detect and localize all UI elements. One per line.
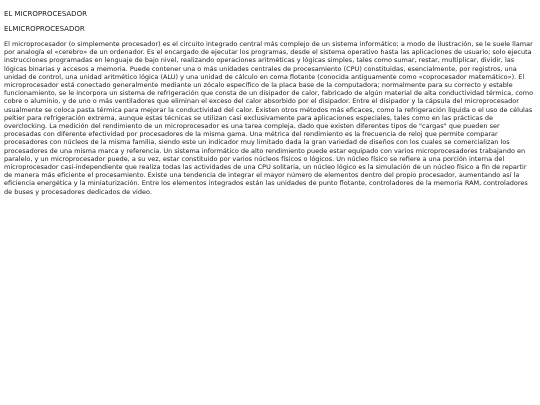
- document-subtitle: ELMICROPROCESADOR: [4, 25, 85, 33]
- body-paragraph: El microprocesador (o simplemente procesador) es el circuito integrado central más complejo de un sistema informático; a modo de ilustración, se le suele llamar por analogía el «cerebro» de un ordenador. Es el encargado de ejecutar los programas, desde el sistema operativo hasta las aplicaciones de usuario; solo ejecuta instrucciones programadas en lenguaje de bajo nivel, realizando operaciones aritméticas y lógicas simples, tales como sumar, restar, multiplicar, dividir, las lógicas binarias y accesos a memoria. Puede contener una o más unidades centrales de procesamiento (CPU) constituidas, esencialmente, por registros, una unidad de control, una unidad aritmético lógica (ALU) y una unidad de cálculo en coma flotante (conocida antiguamente como «coprocesador matemático»). El microprocesador está conectado generalmente mediante un zócalo específico de la placa base de la computadora; normalmente para su correcto y estable funcionamiento, se le incorpora un sistema de refrigeración que consta de un disipador de calor, fabricado de algún material de alta conductividad térmica, como cobre o aluminio, y de uno o más ventiladores que eliminan el exceso del calor absorbido por el disipador. Entre el disipador y la cápsula del microprocesador usualmente se coloca pasta térmica para mejorar la conductividad del calor. Existen otros métodos más eficaces, como la refrigeración líquida o el uso de células peltier para refrigeración extrema, aunque estas técnicas se utilizan casi exclusivamente para aplicaciones especiales, tales como en las prácticas de overclocking. La medición del rendimiento de un microprocesador es una tarea compleja, dado que existen diferentes tipos de "cargas" que pueden ser procesadas con diferente efectividad por procesadores de la misma gama. Una métrica del rendimiento es la frecuencia de reloj que permite comparar procesadores con núcleos de la misma familia, siendo este un indicador muy limitado dada la gran variedad de diseños con los cuales se comercializan los procesadores de una misma marca y referencia. Un sistema informático de alto rendimiento puede estar equipado con varios microprocesadores trabajando en paralelo, y un microprocesador puede, a su vez, estar constituido por varios núcleos físicos o lógicos. Un núcleo físico se refiere a una porción interna del microprocesador casi-independiente que realiza todas las actividades de una CPU solitaria, un núcleo lógico es la simulación de un núcleo físico a fin de repartir de manera más eficiente el procesamiento. Existe una tendencia de integrar el mayor número de elementos dentro del propio procesador, aumentando así la eficiencia energética y la miniaturización. Entre los elementos integrados están las unidades de punto flotante, controladores de la memoria RAM, controladores de buses y procesadores dedicados de video.: [4, 40, 534, 196]
- document-title: EL MICROPROCESADOR: [4, 10, 87, 18]
